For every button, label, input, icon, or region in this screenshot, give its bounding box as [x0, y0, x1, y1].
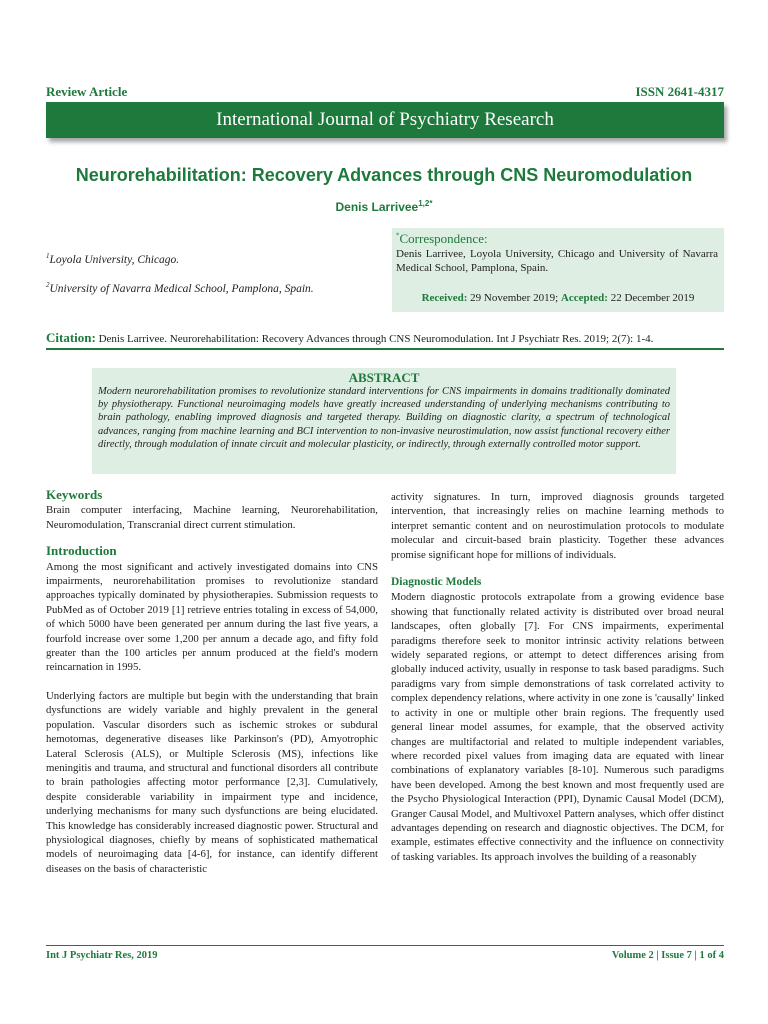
accepted-date: 22 December 2019 [610, 292, 695, 304]
diagnostic-models-heading: Diagnostic Models [391, 576, 482, 589]
issn-label: ISSN 2641-4317 [635, 84, 724, 99]
correspondence-dates [392, 292, 724, 304]
left-column [46, 488, 378, 890]
intro-paragraph-2: Underlying factors are multiple but begin with the understanding that brain dysfunctions are widely variable and highly prevalent in the general population. Vascular disorders such as ischemic strokes or subdural hemotomas, degenerative diseases like Parkinson's (PD), Amyotrophic Lateral Sclerosis (ALS), or Multiple Sclerosis (MS), infections like meningitis and trauma, and structural and functional disorders all contribute to brain pathologies affecting motor performance [2,3]. Cumulatively, despite considerable variability in impairment type and incidence, underlying mechanisms for many such dysfunctions are being elucidated. This knowledge has considerably increased diagnostic power. Structural and physiological diagnoses, chiefly by means of sophisticated mathematical models of neuroimaging data [4-6], for instance, can identify different diseases on the basis of characteristic [46, 689, 378, 875]
keywords-text: Brain computer interfacing, Machine learning, Neurorehabilitation, Neuromodulation, Transcranial direct current stimulation. [46, 504, 378, 531]
citation [46, 330, 726, 346]
paper-title: Neurorehabilitation: Recovery Advances through CNS Neuromodulation [75, 165, 693, 185]
footer-divider [46, 945, 724, 946]
correspondence-label: Correspondence: [399, 231, 488, 246]
author-name: Denis Larrivee [335, 200, 419, 214]
correspondence-sup: * [396, 231, 400, 240]
footer-journal: Int J Psychiatr Res, 2019 [46, 950, 158, 961]
right-paragraph-2: Modern diagnostic protocols extrapolate from a growing evidence base showing that functionally related activity is distributed over broad neural landscapes, often globally [7]. For CNS impairments, experimental paradigms therefore seek to monitor intrinsic activity relations between widely separated regions, or attempt to detect differences arising from globally induced activity, usually in response to task based paradigms. Such paradigms vary from simple demonstrations of task correlated activity to complex dependency relations, where activity in one zone is 'causally' linked to activity in one or multiple other brain regions. The frequently used general linear model assumes, for example, that the observed activity changes are multifactorial and related to multiple independent variables, where recorded pixel values from imaging data are equated with linear combinations of explanatory variables [8-10]. Numerous such paradigms have been developed. Among the best known and most frequently used are the Psycho Physiological Interaction (PPI), Dynamic Causal Model (DCM), Granger Causal Model, and Multivoxel Pattern analyses, which offer distinct advantages depending on research and diagnostic objectives. The DCM, for example, estimates effective connectivity and the influence on connectivity of tasking variables. Its approach involves the building of a reasonably [391, 591, 724, 863]
abstract-heading: ABSTRACT [348, 370, 420, 385]
author-sup: 1,2* [418, 199, 433, 208]
affiliation-1-text: Loyola University, Chicago. [49, 253, 180, 266]
keywords-heading: Keywords [46, 487, 103, 502]
correspondence-heading [396, 231, 488, 247]
intro-paragraph-1: Among the most significant and actively investigated domains into CNS impairments, neurorehabilitation promises to revolutionize standard approaches typically dominated by physiotherapies. Submission requests to PubMed as of October 2019 [1] retrieve entries totaling in excess of 54,000, of which 5000 have been generated per annum during the last five years, a fourfold increase over some 1,200 per annum a decade ago, and fifty fold greater than the 100 articles per annum produced at the field's modern reincarnation in 1995. [46, 560, 378, 674]
received-label: Received: [421, 292, 468, 304]
affiliation-2 [46, 281, 314, 295]
right-column [391, 490, 724, 878]
correspondence-text: Denis Larrivee, Loyola University, Chicago and University of Navarra Medical School, Pamplona, Spain. [396, 248, 718, 274]
right-paragraph-1: activity signatures. In turn, improved diagnosis grounds targeted intervention, that increasingly relies on machine learning methods to interpret semantic content and on neurostimulation protocols to modulate molecular and circuit-based brain plasticity. Together these advances promise significant hope for millions of individuals. [391, 491, 724, 561]
accepted-label: Accepted: [560, 292, 608, 304]
affiliation-2-sup: 2 [46, 281, 50, 289]
journal-title: International Journal of Psychiatry Research [216, 109, 554, 130]
abstract-text: Modern neurorehabilitation promises to revolutionize standard interventions for CNS impairments in domains traditionally dominated by physiotherapy. Functional neuroimaging models have greatly increased understanding of underlying mechanisms contributing to brain pathology, enabling improved diagnosis and targeted therapy. Building on diagnostic clarity, a spectrum of technological advances, ranging from machine learning and BCI intervention to non-invasive neurostimulation, now assist functional recovery either directly, through modulation of innate circuit and molecular plasticity, or indirectly, through externally controlled motor support. [98, 386, 670, 450]
affiliation-1-sup: 1 [46, 252, 50, 260]
citation-divider [46, 348, 724, 350]
correspondence-box [392, 228, 724, 312]
received-date: 29 November 2019; [470, 292, 559, 304]
affiliation-1 [46, 252, 179, 266]
article-type-label: Review Article [46, 84, 128, 99]
affiliation-2-text: University of Navarra Medical School, Pamplona, Spain. [49, 282, 314, 295]
introduction-heading: Introduction [46, 543, 117, 559]
abstract-box [92, 368, 676, 474]
journal-banner [46, 102, 724, 138]
citation-text: Denis Larrivee. Neurorehabilitation: Recovery Advances through CNS Neuromodulation. Int J Psychiatr Res. 2019; 2(7): 1-4. [98, 333, 654, 345]
citation-label: Citation: [46, 330, 96, 345]
author-line [0, 199, 768, 214]
footer-page-info: Volume 2 | Issue 7 | 1 of 4 [611, 950, 724, 961]
